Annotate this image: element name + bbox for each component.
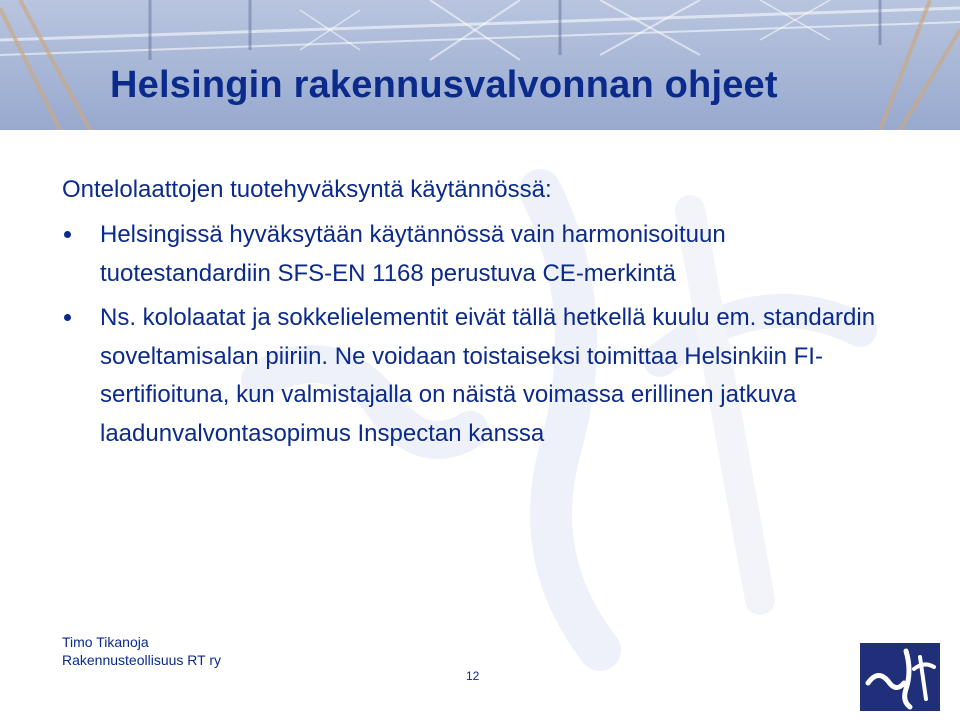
organization-name: Rakennusteollisuus RT ry bbox=[62, 652, 222, 668]
slide-title: Helsingin rakennusvalvonnan ohjeet bbox=[110, 64, 778, 106]
bullet-item bbox=[62, 299, 902, 453]
page-number: 12 bbox=[466, 669, 480, 683]
author-name: Timo Tikanoja bbox=[62, 634, 149, 650]
slide-body bbox=[62, 176, 902, 460]
slide-subtitle: Ontelolaattojen tuotehyväksyntä käytännössä: bbox=[62, 176, 552, 203]
header-banner bbox=[0, 0, 960, 130]
bullet-text: Ns. kololaatat ja sokkelielementit eivät tällä hetkellä kuulu em. standardin soveltamisalan piiriin. Ne voidaan toistaiseksi toimittaa Helsinkiin FI-sertifioituna, kun valmistajalla on näistä voimassa erillinen jatkuva laadunvalvontasopimus Inspectan kanssa bbox=[100, 304, 876, 447]
bullet-dot-icon bbox=[64, 314, 71, 321]
bullet-item bbox=[62, 216, 902, 293]
bullet-text: Helsingissä hyväksytään käytännössä vain harmonisoituun tuotestandardiin SFS-EN 1168 perustuva CE-merkintä bbox=[100, 221, 726, 287]
rt-logo-icon bbox=[860, 643, 940, 711]
bullet-dot-icon bbox=[64, 231, 71, 238]
footer-author-block bbox=[62, 633, 221, 669]
